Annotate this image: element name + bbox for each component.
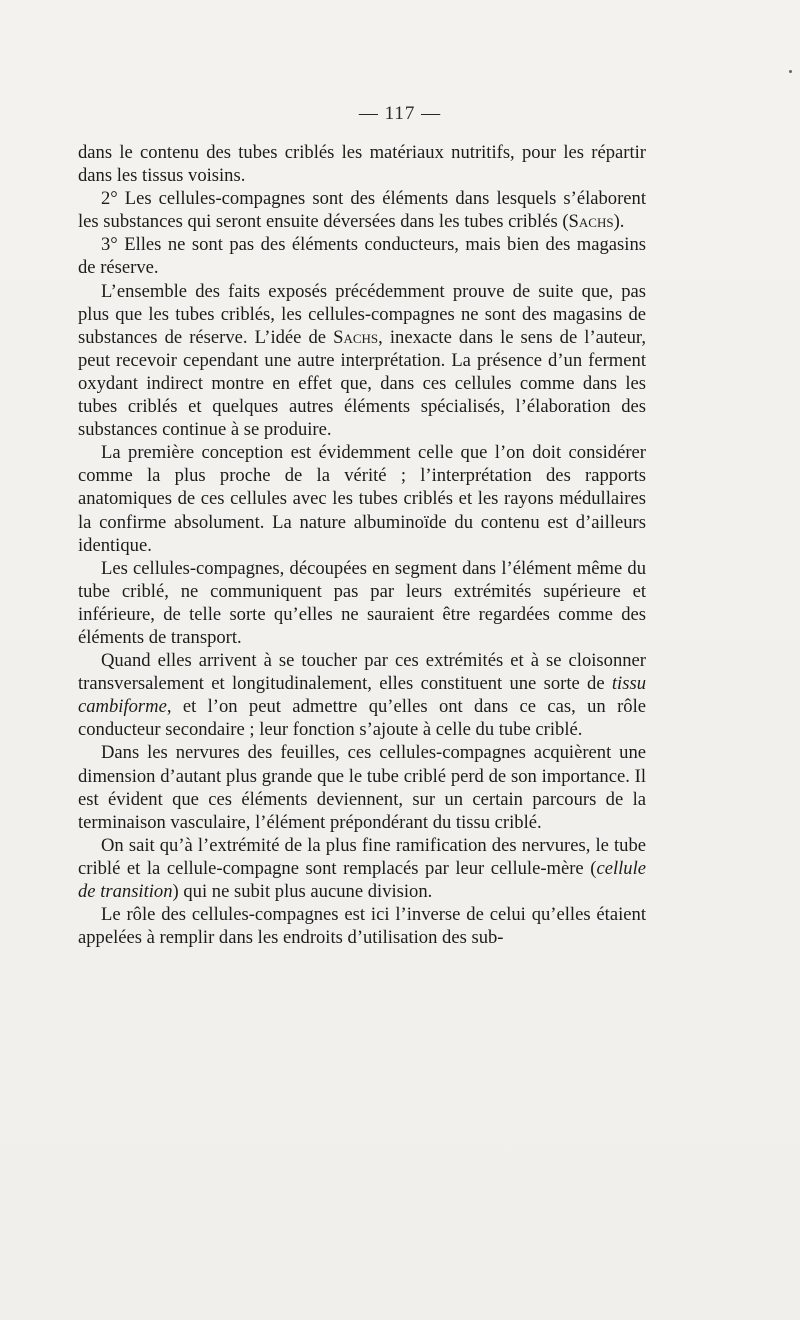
text-run: Quand elles arrivent à se toucher par ces extrémités et à se cloisonner transversalement et longitudinalement, elles constituent une sorte de (78, 650, 646, 695)
author-name: Sachs (333, 326, 379, 348)
text-run: La première conception est évidemment celle que l’on doit considérer comme la plus proche de la vérité ; l’interprétation des rapports anatomiques de ces cellules avec les tubes criblés et les rayons médullaires la confirme absolument. La nature albuminoïde du contenu est d’ailleurs identique. (78, 442, 646, 556)
paragraph (78, 903, 646, 949)
italic-term: cellule de transition (78, 857, 646, 902)
paragraph (78, 649, 646, 741)
paragraph (78, 741, 646, 833)
page-number: — 117 — (358, 103, 442, 124)
paragraph (78, 834, 646, 903)
text-run: ) qui ne subit plus aucune division. (172, 881, 433, 902)
text-run: On sait qu’à l’extrémité de la plus fine ramification des nervures, le tube criblé et la cellule-compagne sont remplacés par leur cellule-mère ( (78, 834, 646, 879)
paragraph (78, 141, 646, 187)
text-run: Le rôle des cellules-compagnes est ici l’inverse de celui qu’elles étaient appelées à remplir dans les endroits d’utilisation des sub- (78, 904, 646, 949)
body-text (78, 141, 646, 949)
paragraph (78, 187, 646, 233)
page-speck (789, 70, 792, 73)
paragraph (78, 233, 646, 279)
text-run: 2° Les cellules-compagnes sont des éléments dans lesquels s’élaborent les substances qui seront ensuite déversées dans les tubes criblés ( (78, 188, 646, 233)
author-name: Sachs (568, 211, 614, 233)
text-run: Les cellules-compagnes, découpées en segment dans l’élément même du tube criblé, ne communiquent pas par leurs extrémités supérieure et inférieure, de telle sorte qu’elles ne sauraient être regardées comme des éléments de transport. (78, 557, 646, 648)
text-run: 3° Elles ne sont pas des éléments conducteurs, mais bien des magasins de réserve. (78, 234, 646, 279)
paragraph (78, 280, 646, 442)
paragraph (78, 557, 646, 649)
text-run: Dans les nervures des feuilles, ces cellules-compagnes acquièrent une dimension d’autant plus grande que le tube criblé perd de son importance. Il est évident que ces éléments deviennent, sur un certain parcours de la terminaison vasculaire, l’élément prépondérant du tissu criblé. (78, 742, 646, 833)
text-run: ). (613, 211, 625, 233)
paragraph (78, 441, 646, 556)
text-run: , inexacte dans le sens de l’auteur, peut recevoir cependant une autre interprétation. La présence d’un ferment oxydant indirect montre en effet que, dans ces cellules comme dans les tubes criblés et quelques autres éléments spécialisés, l’élaboration des substances continue à se produire. (78, 326, 646, 441)
text-run: L’ensemble des faits exposés précédemment prouve de suite que, pas plus que les tubes criblés, les cellules-compagnes ne sont des magasins de substances de réserve. L’idée de (78, 280, 646, 348)
text-run: , et l’on peut admettre qu’elles ont dans ce cas, un rôle conducteur secondaire ; leur fonction s’ajoute à celle du tube criblé. (78, 696, 646, 741)
italic-term: tissu cambiforme (78, 673, 646, 718)
text-run: dans le contenu des tubes criblés les matériaux nutritifs, pour les répartir dans les tissus voisins. (78, 142, 646, 187)
